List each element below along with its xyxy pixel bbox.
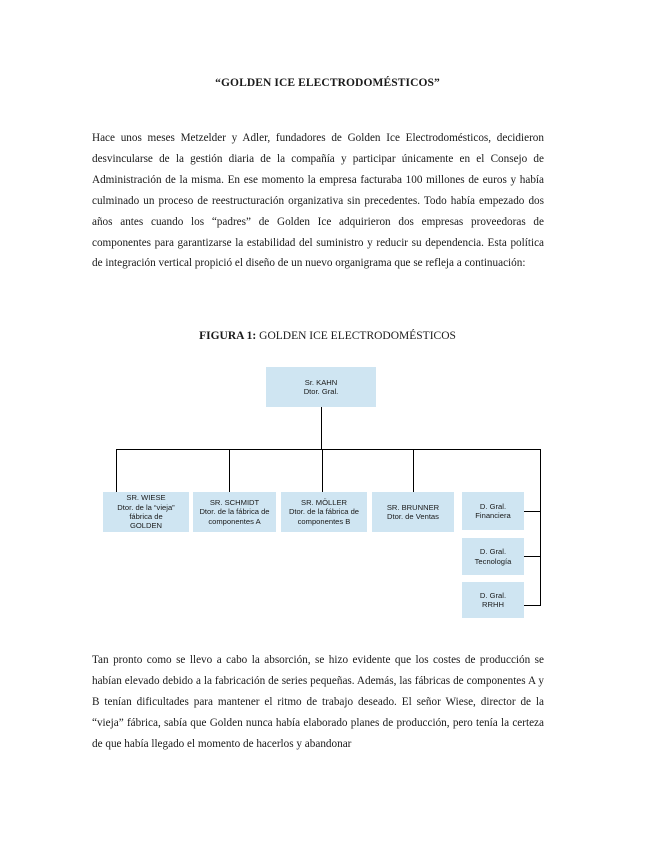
- org-box-rrhh: [462, 582, 524, 618]
- financiera-line2: Financiera: [475, 511, 511, 520]
- brunner-role: Dtor. de Ventas: [387, 512, 439, 521]
- connector-brunner: [413, 449, 414, 492]
- rrhh-line1: D. Gral.: [479, 590, 507, 600]
- moller-name: SR. MÖLLER: [301, 497, 347, 507]
- wiese-name: SR. WIESE: [126, 493, 166, 503]
- connector-wiese: [116, 449, 117, 492]
- connector-kahn-down: [321, 407, 322, 449]
- wiese-role-3: GOLDEN: [129, 521, 163, 531]
- rrhh-line2: RRHH: [482, 600, 504, 609]
- schmidt-role-1: Dtor. de la fábrica de: [199, 507, 270, 517]
- org-box-schmidt: [193, 492, 276, 532]
- org-box-wiese: [103, 492, 189, 532]
- connector-horizontal-bus: [116, 449, 540, 450]
- connector-tecnologia: [524, 556, 540, 557]
- org-box-financiera: [462, 492, 524, 530]
- org-box-kahn: [266, 367, 376, 407]
- moller-role-2: componentes B: [297, 516, 351, 526]
- schmidt-role-2: componentes A: [208, 516, 261, 526]
- kahn-name: Sr. KAHN: [304, 377, 338, 387]
- figure-title: GOLDEN ICE ELECTRODOMÉSTICOS: [256, 330, 456, 342]
- wiese-role-2: fábrica de: [129, 512, 163, 521]
- paragraph-intro: Hace unos meses Metzelder y Adler, fundadores de Golden Ice Electrodomésticos, decidieron desvincularse de la gestión diaria de la compañía y participar únicamente en el Consejo de Administración de la misma. En ese momento la empresa facturaba 100 millones de euros y había culminado un proceso de reestructuración organizativa sin precedentes. Todo había empezado dos años antes cuando los “padres” de Golden Ice adquirieron dos empresas proveedoras de componentes para garantizarse la estabilidad del suministro y reducir su dependencia. Esta política de integración vertical propició el diseño de un nuevo organigrama que se refleja a continuación:: [92, 132, 544, 270]
- org-box-moller: [281, 492, 367, 532]
- figure-label: FIGURA 1:: [199, 330, 257, 342]
- paragraph-continuation: Tan pronto como se llevo a cabo la absorción, se hizo evidente que los costes de producción se habían elevado debido a la fabricación de series pequeñas. Además, las fábricas de componentes A y B tenían dificultades para mantener el ritmo de trabajo deseado. El señor Wiese, director de la “vieja” fábrica, sabía que Golden nunca había elaborado planes de producción, pero tenía la certeza de que había llegado el momento de hacerlos y abandonar: [92, 654, 544, 750]
- document-title: “GOLDEN ICE ELECTRODOMÉSTICOS”: [215, 77, 440, 89]
- kahn-role: Dtor. Gral.: [303, 387, 339, 396]
- connector-financiera: [524, 511, 540, 512]
- figure-caption: [0, 330, 655, 342]
- connector-schmidt: [229, 449, 230, 492]
- org-box-brunner: [372, 492, 454, 532]
- tecnologia-line1: D. Gral.: [479, 547, 507, 557]
- moller-role-1: Dtor. de la fábrica de: [288, 507, 360, 517]
- brunner-name: SR. BRUNNER: [386, 502, 440, 512]
- connector-moller: [322, 449, 323, 492]
- wiese-role-1: Dtor. de la “vieja”: [117, 502, 175, 512]
- connector-rrhh: [524, 605, 540, 606]
- tecnologia-line2: Tecnología: [474, 556, 512, 566]
- connector-right-vertical: [540, 449, 541, 606]
- org-box-tecnologia: [462, 538, 524, 575]
- schmidt-name: SR. SCHMIDT: [209, 497, 260, 507]
- financiera-line1: D. Gral.: [479, 501, 507, 511]
